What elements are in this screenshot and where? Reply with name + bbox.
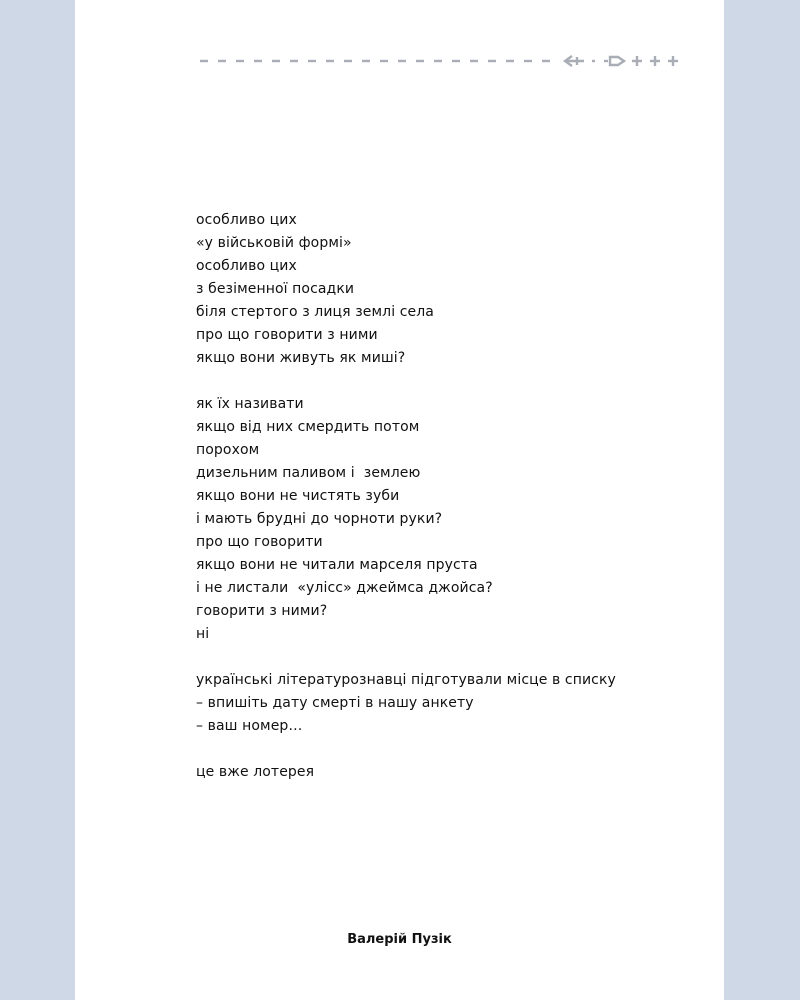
- poem-line: якщо від них смердить потом: [196, 419, 420, 435]
- poem-line: особливо цих: [196, 258, 297, 274]
- poem-line: якщо вони не читали марселя пруста: [196, 557, 478, 573]
- author-signature: Валерій Пузік: [347, 932, 452, 947]
- poem-line: з безіменної посадки: [196, 281, 355, 297]
- poem-line: українські літературознавці підготували місце в списку: [196, 672, 616, 688]
- poem-stanza: [196, 209, 656, 370]
- poem-line: біля стертого з лиця землі села: [196, 304, 434, 320]
- poem-line: і мають брудні до чорноти руки?: [196, 511, 443, 527]
- poem: [196, 209, 656, 807]
- poem-line: – впишіть дату смерті в нашу анкету: [196, 695, 474, 711]
- poem-line: ні: [196, 626, 210, 642]
- poem-line: – ваш номер…: [196, 718, 303, 734]
- poem-line: говорити з ними?: [196, 603, 328, 619]
- poem-line: особливо цих: [196, 212, 297, 228]
- poem-line: якщо вони живуть як миші?: [196, 350, 406, 366]
- poem-stanza: [196, 393, 656, 646]
- decorative-ornament-rule: [200, 52, 680, 70]
- poem-line: дизельним паливом і землею: [196, 465, 421, 481]
- page-sheet: [75, 0, 724, 1000]
- poem-stanza: [196, 761, 656, 784]
- poem-line: якщо вони не чистять зуби: [196, 488, 400, 504]
- poem-line: це вже лотерея: [196, 764, 315, 780]
- poem-line: «у військовій формі»: [196, 235, 352, 251]
- poem-line: як їх називати: [196, 396, 304, 412]
- poem-line: порохом: [196, 442, 260, 458]
- poem-stanza: [196, 669, 656, 738]
- poem-line: про що говорити з ними: [196, 327, 378, 343]
- poem-line: і не листали «улісс» джеймса джойса?: [196, 580, 493, 596]
- poem-line: про що говорити: [196, 534, 323, 550]
